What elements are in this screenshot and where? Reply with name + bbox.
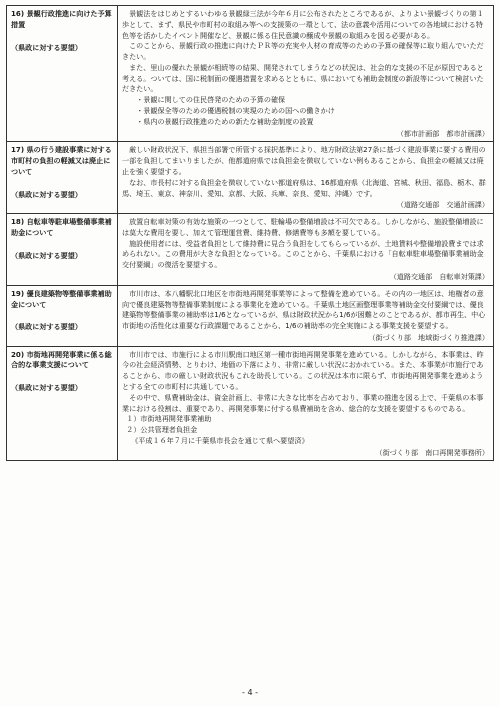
body-paragraph: 景観法をはじめとするいわゆる景観緑三法が今年６月に公布されたところであるが、よりよい景観づくりの第１歩として、まず、県民や市町村の取組み等への支援策の一環として、法の意義や活用についての各地域における特色等を活かしたイベント開催など、景観に係る住民意識の醸成や景観の取組みを図る必要がある。 xyxy=(122,9,484,40)
request-body-cell xyxy=(118,346,494,461)
request-title: 16) 景観行政推進に向けた予算措置 xyxy=(11,9,112,29)
page-number: - 4 - xyxy=(242,688,258,697)
request-row xyxy=(7,346,494,461)
body-paragraph: 市川市では、市施行による市川駅南口地区第一種市街地再開発事業を進めている。しかしながら、本事業は、昨今の社会経済情勢、とりわけ、地価の下落により、非常に厳しい状況におかれている。また、本事業が市施行であることから、市の厳しい財政状況もこれを助長している。この状況は本市に限らず、市街地再開発事業を進めようとする全ての市町村に共通している。 xyxy=(122,349,484,391)
request-target: （県政に対する要望） xyxy=(11,189,82,199)
request-row xyxy=(7,285,494,346)
request-body-cell xyxy=(118,285,494,346)
request-body-cell xyxy=(118,214,494,286)
request-subject-cell xyxy=(7,6,118,142)
body-paragraph: なお、市長村に対する負担金を徴収していない都道府県は、16都道府県（北海道、宮城、秋田、福島、栃木、群馬、埼玉、東京、神奈川、愛知、京都、大阪、兵庫、奈良、愛知、沖縄）です。 xyxy=(122,177,486,198)
request-subject-cell xyxy=(7,285,118,346)
submission-note: 《平成１６年７月に千葉県市長会を通じて県へ要望済》 xyxy=(131,435,309,445)
department-label: （道路交通部 交通計画課） xyxy=(396,200,489,210)
request-title: 20) 市街地再開発事業に係る総合的な事業支援について xyxy=(11,349,112,370)
request-title: 18) 自転車等駐車場整備事業補助金について xyxy=(11,217,112,237)
request-target: （県政に対する要望） xyxy=(11,383,82,393)
bullet-item: ・景観保全等のための優遇税制の実現のための国への働きかけ xyxy=(136,106,335,116)
request-title: 19) 優良建築物等整備事業補助金について xyxy=(11,288,112,309)
department-label: （道路交通部 自転車対策課） xyxy=(389,271,489,281)
request-row xyxy=(7,214,494,286)
request-target: （県政に対する要望） xyxy=(11,250,82,260)
bullet-item: ・県内の景観行政推進のための新たな補助金制度の設置 xyxy=(136,116,314,126)
numbered-item: ２）公共管理者負担金 xyxy=(126,425,198,435)
body-paragraph: 施設使用者には、受益者負担として維持費に見合う負担をしてもらっているが、土地賃料や整備増設費までは求められない。この費用が大きな負担となっている。このことから、千葉県における「自転車駐車場整備事業補助金交付要綱」の復活を要望する。 xyxy=(122,238,484,270)
body-paragraph: このことから、景観行政の推進に向けたＰＲ等の充実や人材の育成等のための予算の確保等に取り組んでいただきたい。 xyxy=(122,41,484,62)
bullet-item: ・景観に関しての住民啓発のための予算の確保 xyxy=(136,95,286,105)
request-subject-cell xyxy=(7,142,118,214)
request-target: （県政に対する要望） xyxy=(11,322,82,332)
request-row xyxy=(7,142,494,214)
body-paragraph: 市川市は、本八幡駅北口地区を市街地再開発事業等によって整備を進めている。その内の一地区は、地権者の意向で優良建築物等整備事業制度による事業化を進めている。千葉県土地区画整理事業等補助金交付要綱では、優良建築物等整備事業の補助率は1/6となっているが、県は財政状況から1/6が困難とのことであるが、都市再生、中心市街地の活性化は重要な行政課題であることから、1/6の補助率の完全実施による事業支援を要望する。 xyxy=(122,288,486,331)
request-subject-cell xyxy=(7,346,118,461)
request-body-cell xyxy=(118,6,494,142)
request-row xyxy=(7,6,494,142)
body-paragraph: 放置自転車対策の有効な施策の一つとして、駐輪場の整備増設は不可欠である。しかしながら、施設整備増設には莫大な費用を要し、加えて管理運営費、維持費、修繕費等も多額を要している。 xyxy=(122,217,484,237)
department-label: （街づくり部 南口再開発事務所） xyxy=(375,447,489,457)
request-body-cell xyxy=(118,142,494,214)
body-paragraph: 厳しい財政状況下、県担当部署で所管する採択基準により、地方財政法第27条に基づく建設事業に要する費用の一部を負担してまいりましたが、他都道府県では負担金を徴収していない例もあることから、負担金の軽減又は廃止を強く要望する。 xyxy=(122,145,486,176)
request-subject-cell xyxy=(7,214,118,286)
body-paragraph: その中で、県費補助金は、資金計画上、非常に大きな比率を占めており、事業の推進を図る上で、千葉県の本事業における役割は、重要であり、再開発事業に付する県費補助を含め、総合的な支援を要望するものである。 xyxy=(122,392,484,413)
request-target: （県政に対する要望） xyxy=(11,42,82,52)
numbered-item: １）市街地再開発事業補助 xyxy=(126,414,212,424)
body-paragraph: また、里山の優れた景観が相続等の結果、開発されてしまうなどの状況は、社会的な支援の不足が原因であると考える。ついては、国に税制面の優遇措置を求めるとともに、県においても補助金制度の新設等について検討いただきたい。 xyxy=(122,62,484,94)
request-table xyxy=(6,5,494,461)
department-label: （都市計画部 都市計画課） xyxy=(396,128,489,138)
request-title: 17) 県の行う建設事業に対する市町村の負担の軽減又は廃止について xyxy=(11,145,112,176)
department-label: （街づくり部 地域街づくり推進課） xyxy=(368,332,489,342)
